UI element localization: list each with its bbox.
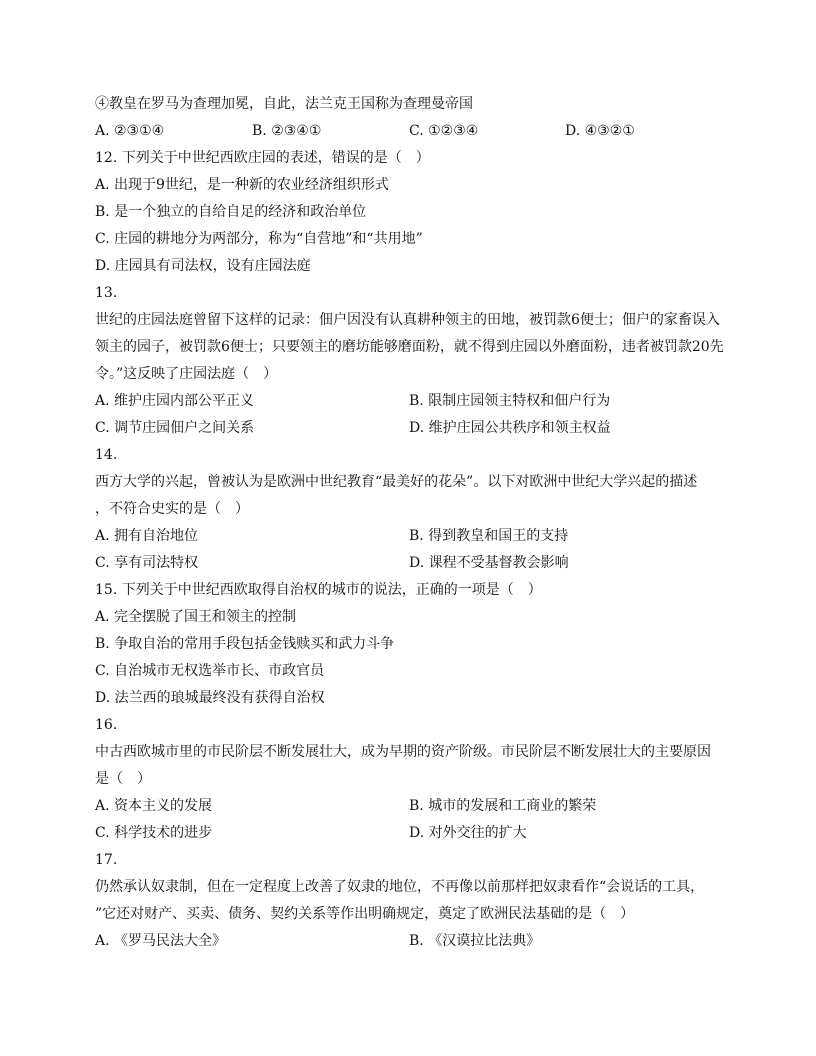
q13-option-c: C. 调节庄园佃户之间关系 [95,420,255,436]
q13-stem-line-1: 世纪的庄园法庭曾留下这样的记录：佃户因没有认真耕种领主的田地，被罚款6便士；佃户的家畜误入 [95,312,720,328]
q12-option-a: A. 出现于9世纪，是一种新的农业经济组织形式 [95,177,389,193]
q17-number: 17. [95,852,118,868]
q17-option-a: A. 《罗马民法大全》 [95,933,227,949]
q15-option-a: A. 完全摆脱了国王和领主的控制 [95,609,297,625]
q16-stem-line-2: 是（ ） [95,771,151,787]
q17-stem-line-1: 仍然承认奴隶制，但在一定程度上改善了奴隶的地位，不再像以前那样把奴隶看作“会说话的工具， [95,879,705,895]
q12-option-c: C. 庄园的耕地分为两部分，称为“自营地”和“共用地” [95,231,423,247]
q11-option-b: B. ②③④① [252,123,322,139]
q12-stem: 12. 下列关于中世纪西欧庄园的表述，错误的是（ ） [95,150,430,166]
q15-stem: 15. 下列关于中世纪西欧取得自治权的城市的说法，正确的一项是（ ） [95,582,542,598]
q14-option-b: B. 得到教皇和国王的支持 [409,528,569,544]
q16-option-b: B. 城市的发展和工商业的繁荣 [409,798,597,814]
q13-number: 13. [95,285,118,301]
q12-option-b: B. 是一个独立的自给自足的经济和政治单位 [95,204,367,220]
q16-option-c: C. 科学技术的进步 [95,825,213,841]
q15-option-c: C. 自治城市无权选举市长、市政官员 [95,663,325,679]
q11-option-a: A. ②③①④ [95,123,165,139]
q12-option-d: D. 庄园具有司法权，设有庄园法庭 [95,258,311,274]
q14-option-d: D. 课程不受基督教会影响 [409,555,569,571]
q15-option-b: B. 争取自治的常用手段包括金钱赎买和武力斗争 [95,636,395,652]
q13-option-d: D. 维护庄园公共秩序和领主权益 [409,420,611,436]
q14-number: 14. [95,447,118,463]
q17-stem-line-2: ”它还对财产、买卖、债务、契约关系等作出明确规定，奠定了欧洲民法基础的是（ ） [95,906,635,922]
q14-option-a: A. 拥有自治地位 [95,528,199,544]
q14-option-c: C. 享有司法特权 [95,555,199,571]
q16-stem-line-1: 中古西欧城市里的市民阶层不断发展壮大，成为早期的资产阶级。市民阶层不断发展壮大的主要原因 [95,744,711,760]
q14-stem-line-2: ，不符合史实的是（ ） [95,501,249,517]
q15-option-d: D. 法兰西的琅城最终没有获得自治权 [95,690,325,706]
q16-number: 16. [95,717,118,733]
q13-option-b: B. 限制庄园领主特权和佃户行为 [409,393,611,409]
q16-option-d: D. 对外交往的扩大 [409,825,527,841]
q11-option-d: D. ④③②① [565,123,635,139]
q11-item-4: ④教皇在罗马为查理加冕，自此，法兰克王国称为查理曼帝国 [95,96,473,112]
q13-option-a: A. 维护庄园内部公平正义 [95,393,255,409]
q11-option-c: C. ①②③④ [409,123,479,139]
q13-stem-line-2: 领主的园子，被罚款6便士；只要领主的磨坊能够磨面粉，就不得到庄园以外磨面粉，违者被罚款20先 [95,339,724,355]
q13-stem-line-3: 令。”这反映了庄园法庭（ ） [95,366,278,382]
q16-option-a: A. 资本主义的发展 [95,798,213,814]
q14-stem-line-1: 西方大学的兴起，曾被认为是欧洲中世纪教育“最美好的花朵”。以下对欧洲中世纪大学兴起的描述 [95,474,698,490]
q17-option-b: B. 《汉谟拉比法典》 [409,933,541,949]
